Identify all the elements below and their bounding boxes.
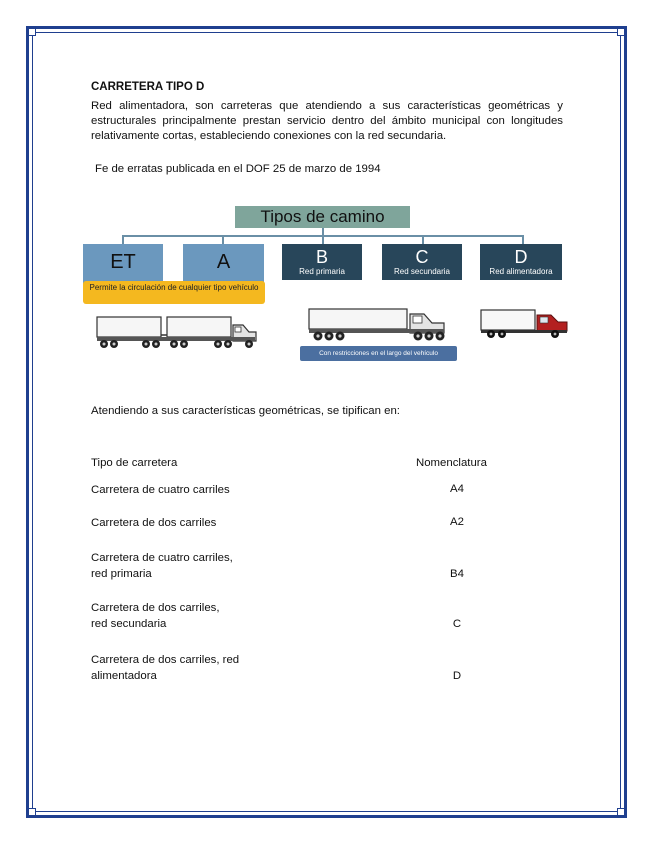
box-truck-icon xyxy=(480,309,570,339)
road-type-box-d xyxy=(480,244,562,280)
border-corner-br xyxy=(617,808,625,816)
road-type-box-et xyxy=(83,244,163,286)
section-heading: CARRETERA TIPO D xyxy=(91,81,205,93)
road-type-letter: ET xyxy=(110,251,136,273)
row-type-line: alimentadora xyxy=(91,669,157,682)
road-types-diagram xyxy=(82,205,572,370)
road-type-sublabel: Red primaria xyxy=(299,267,345,276)
connector-c xyxy=(422,235,424,244)
table-row-code: D xyxy=(452,670,462,682)
border-corner-bl xyxy=(28,808,36,816)
semi-trailer-truck-icon xyxy=(308,306,448,344)
row-type-line: Carretera de cuatro carriles xyxy=(91,484,230,496)
road-type-box-a xyxy=(183,244,264,286)
row-type-line: Carretera de dos carriles xyxy=(91,517,217,529)
table-row-type xyxy=(91,483,291,499)
diagram-title: Tipos de camino xyxy=(235,206,410,228)
road-type-letter: A xyxy=(216,251,231,273)
table-row-type xyxy=(91,516,291,532)
row-type-line: Carretera de dos carriles, xyxy=(91,602,220,614)
row-type-line: red secundaria xyxy=(91,617,167,630)
connector-a xyxy=(222,235,224,244)
road-type-sublabel: Red alimentadora xyxy=(489,267,553,276)
table-row-code: A2 xyxy=(450,516,464,528)
row-type-line: Carretera de cuatro carriles, xyxy=(91,552,233,564)
description-paragraph: Red alimentadora, son carreteras que atendiendo a sus características geométricas y estructurales principalmente prestan servicio dentro del ámbito municipal con longitudes relativamente cortas, estableciendo conexiones con la red secundaria. xyxy=(91,100,563,143)
connector-b xyxy=(322,235,324,244)
table-row-type xyxy=(91,653,291,684)
table-row-type xyxy=(91,601,291,632)
border-corner-tl xyxy=(28,28,36,36)
road-type-letter: D xyxy=(514,247,528,267)
double-trailer-truck-icon xyxy=(96,313,258,353)
any-vehicle-note: Permite la circulación de cualquier tipo vehículo xyxy=(83,281,265,304)
table-row-code: C xyxy=(452,618,462,630)
road-type-letter: C xyxy=(415,247,429,267)
connector-et xyxy=(122,235,124,244)
vehicle-length-restriction-note: Con restricciones en el largo del vehículo xyxy=(300,346,457,361)
erratum-note: Fe de erratas publicada en el DOF 25 de marzo de 1994 xyxy=(95,163,381,175)
classification-intro: Atendiendo a sus características geométricas, se tipifican en: xyxy=(91,405,400,417)
row-type-line: Carretera de dos carriles, red xyxy=(91,654,240,666)
row-type-line: red primaria xyxy=(91,567,152,580)
road-type-box-b xyxy=(282,244,362,280)
road-type-box-c xyxy=(382,244,462,280)
table-header-nomenclature: Nomenclatura xyxy=(416,457,487,469)
table-header-type: Tipo de carretera xyxy=(91,457,178,469)
table-row-type xyxy=(91,551,291,582)
road-type-letter: B xyxy=(315,247,328,267)
border-corner-tr xyxy=(617,28,625,36)
table-row-code: A4 xyxy=(450,483,464,495)
table-row-code: B4 xyxy=(450,568,464,580)
connector-d xyxy=(522,235,524,244)
road-type-sublabel: Red secundaria xyxy=(393,267,451,276)
page-border-inner xyxy=(32,32,621,812)
